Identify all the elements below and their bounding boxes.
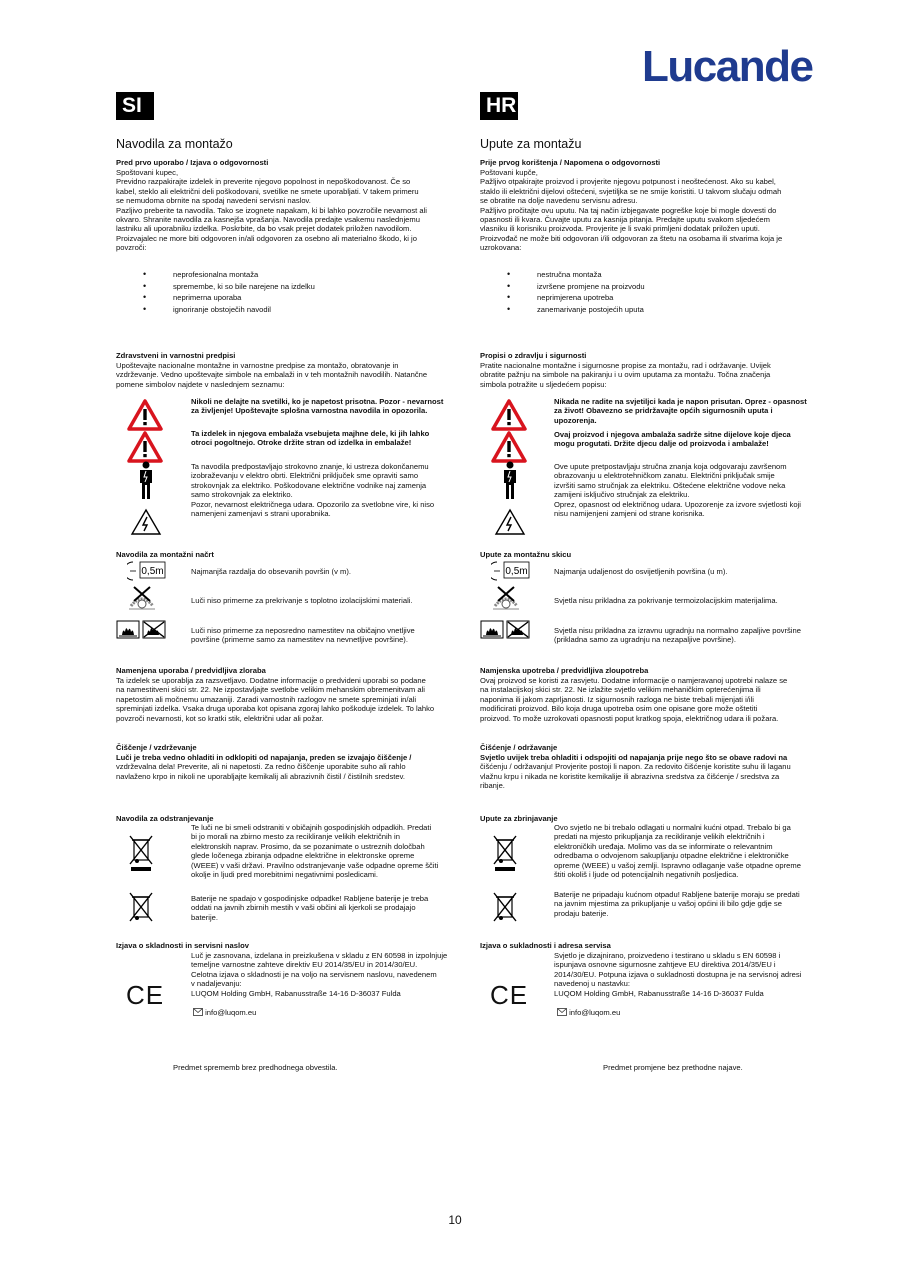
text-line: izvršiti samo stručnjak za elektriku. Oštećene električne vodove neka <box>554 480 786 490</box>
expert-text <box>191 462 476 518</box>
conformity-text <box>191 951 463 998</box>
text-line: (WEEE) v vaši državi. Pravilno odstranjevanje vaše odpadne opreme ščiti <box>191 860 439 870</box>
text-line: na javnim mjestima za prikupljanje u vašoj općini ili bilo gdje gdje se <box>554 899 782 909</box>
text-line: bi jo morali na zbirno mesto za recikliranje velikih električnih in <box>191 832 400 842</box>
bullet-list <box>480 269 820 315</box>
text-line: Ove upute pretpostavljaju stručna znanja koja odgovaraju završenom <box>554 462 787 471</box>
section-heading: Navodila za odstranjevanje <box>116 814 214 823</box>
warning-triangle-icon <box>127 431 163 463</box>
text-line: Ta navodila predpostavljajo strokovno znanje, ki ustreza dokončanemu <box>191 462 429 471</box>
text-line: Luči niso primerne za neposredno namestitev na običajno vnetljive <box>191 626 415 635</box>
text-line: se nemudoma obrnite na spodaj navedeni servisni naslov. <box>116 196 311 206</box>
text-line: Proizvajalec ne more biti odgovoren in/ali odgovoren za osebno ali materialno škodo, ki jo <box>116 233 417 243</box>
text-line: odredbama o odvojenom sakupljanju otpadne električne i elektroničke <box>554 851 789 861</box>
disposal-text <box>554 823 826 879</box>
first-use-text <box>480 168 830 253</box>
warning-text <box>554 397 834 425</box>
email-line <box>557 1008 620 1017</box>
sketch-text: Najmanjša razdalja do obsevanih površin (v m). <box>191 567 351 576</box>
section-heading: Pred prvo uporabo / Izjava o odgovornosti <box>116 158 269 167</box>
text-line: Svjetlo je dizajnirano, proizvedeno i testirano u skladu s EN 60598 i <box>554 951 781 960</box>
email-line <box>193 1008 256 1017</box>
footer-note: Predmet sprememb brez predhodnega obvestila. <box>173 1063 338 1072</box>
brand-logo: Lucande <box>642 42 813 91</box>
text-line: obratite pažnju na simbole na pakiranju i u ovim uputama za montažu. Točna značenja <box>480 370 771 380</box>
text-line: namenjeni zamenjavi s strani uporabnika. <box>191 509 331 519</box>
text-line: opasnosti ili kvara. Čuvajte uputu za kasnija pitanja. Predajte uputu svakom sljedećem <box>480 215 770 225</box>
text-line: Ovaj proizvod i njegova ambalaža sadrže sitne dijelove koje djeca <box>554 430 791 439</box>
conformity-text <box>554 951 826 998</box>
email-link[interactable]: info@luqom.eu <box>569 1008 621 1017</box>
text-line: naponima ili jakom zaprljanosti. Iz sigurnosnih razloga ne biste trebali mijenjati i/ili <box>480 694 754 704</box>
page-title: Navodila za montažo <box>116 137 233 151</box>
bullet-list <box>116 269 456 315</box>
warning-triangle-icon <box>491 431 527 463</box>
page-number: 10 <box>448 1213 462 1227</box>
distance-label: 0,5m <box>141 566 164 577</box>
text-line: vlasniku ili korisniku proizvoda. Provjerite je li svaki primljeni dodatak priložen uputi. <box>480 224 760 234</box>
text-line: Nikada ne radite na svjetiljci kada je napon prisutan. Oprez - opasnost <box>554 397 807 406</box>
text-line: Pratite nacionalne montažne i sigurnosne propise za montažu, rad i održavanje. Uvijek <box>480 361 771 370</box>
text-line: predati na mjesto prikupljanja za recikliranje velikih električnih i <box>554 832 765 842</box>
electric-shock-icon <box>130 508 162 536</box>
section-heading: Čišćenje / održavanje <box>480 743 558 752</box>
section-heading: Upute za zbrinjavanje <box>480 814 558 823</box>
text-line: uzrokovana: <box>480 243 522 253</box>
text-line: Ta izdelek se uporablja za razsvetljavo. Dodatne informacije o predvideni uporabi so podane <box>116 676 426 685</box>
sketch-text: Luči niso primerne za prekrivanje s toplotno izolacijskimi materiali. <box>191 596 413 605</box>
envelope-icon <box>193 1008 203 1016</box>
battery-text <box>191 894 463 922</box>
battery-bin-icon <box>128 891 154 923</box>
text-line: LUQOM Holding GmbH, Rabanusstraße 14-16 D-36037 Fulda <box>191 988 401 998</box>
text-line: Pažljivo otpakirajte proizvod i provjerite njegovu potpunost i neoštećenost. Ako su kabel, <box>480 177 776 187</box>
safety-text <box>480 361 830 389</box>
text-line: navedenoj u nastavku: <box>554 979 630 989</box>
sketch-text <box>554 626 829 645</box>
footer-note: Predmet promjene bez prethodne najave. <box>603 1063 743 1072</box>
safety-text <box>116 361 466 389</box>
text-line: baterije. <box>191 912 219 922</box>
text-line: Nikoli ne delajte na svetilki, ko je napetost prisotna. Pozor - nevarnost <box>191 397 444 406</box>
text-line: v nadaljevanju: <box>191 979 242 989</box>
text-line: strokovnjak za elektriko. Poškodovane električne vodnike naj zamenja <box>191 480 427 490</box>
small-parts-warning-text <box>554 430 834 449</box>
electric-shock-icon <box>494 508 526 536</box>
list-item: • nestručna montaža <box>480 269 820 281</box>
text-line: (prikladna samo za ugradnju na nezapaljive površine). <box>554 635 736 645</box>
text-line: upozorenja. <box>554 415 597 425</box>
cleaning-text <box>116 753 468 781</box>
text-line: povzroči nevarnosti, kot so kratki stik, električni udar ali požar. <box>116 713 324 723</box>
text-line: modificirati proizvod. Bilo koja druga upotreba osim one opisane gore može oštetiti <box>480 704 758 714</box>
text-line: Ovo svjetlo ne bi trebalo odlagati u normalni kućni otpad. Trebalo bi ga <box>554 823 791 832</box>
use-text <box>116 676 468 723</box>
text-line: štiti okoliš i ljude od potencijalnih negativnih posljedica. <box>554 870 739 880</box>
text-line: za življenje! Upoštevajte splošna varnostna navodila in opozorila. <box>191 406 428 416</box>
text-line: Upoštevajte nacionalne montažne in varnostne predpise za montažo, obratovanje in <box>116 361 399 370</box>
list-item: • neprimjerena upotreba <box>480 292 820 304</box>
list-item: • zanemarivanje postojećih uputa <box>480 304 820 316</box>
minimum-distance-icon <box>127 559 167 583</box>
text-line: okvaro. Shranite navodila za kasnejša vprašanja. Navodila predajte vsakemu naslednjemu <box>116 215 420 225</box>
no-insulation-cover-icon <box>127 584 157 612</box>
text-line: navlaženo krpo in nikoli ne uporabljajte kemikalij ali abrazivnih čistil / čistilnih sredstev. <box>116 771 405 781</box>
text-line: okolje in ljudi pred morebitnimi negativnimi posledicami. <box>191 870 378 880</box>
ce-mark: CE <box>490 980 529 1010</box>
text-line: nisu namijenjeni zamjeni od strane korisnika. <box>554 509 705 519</box>
text-line: 2014/30/EU. Potpuna izjava o sukladnosti dostupna je na servisnoj adresi <box>554 969 802 979</box>
sketch-text: Svjetla nisu prikladna za pokrivanje termoizolacijskim materijalima. <box>554 596 778 605</box>
text-line: Ovaj proizvod se koristi za rasvjetu. Dodatne informacije o namjeravanoj upotrebi nalaze se <box>480 676 788 685</box>
first-use-text <box>116 168 466 253</box>
text-line: Svjetla nisu prikladna za izravnu ugradnju na normalno zapaljive površine <box>554 626 801 635</box>
list-item: • spremembe, ki so bile narejene na izdelku <box>116 281 456 293</box>
text-line: Baterije ne pripadaju kućnom otpadu! Rabljene baterije moraju se predati <box>554 890 800 899</box>
text-line: zamijeni isključivo stručnjak za elektriku. <box>554 490 690 500</box>
text-line: Luč je zasnovana, izdelana in preizkušena v skladu z EN 60598 in izpolnjuje <box>191 951 448 960</box>
section-heading: Izjava o sukladnosti i adresa servisa <box>480 941 611 950</box>
text-line: Pazljivo preberite ta navodila. Tako se izognete napakam, ki bi lahko povzročile nevarnost ali <box>116 205 427 215</box>
text-line: opreme (WEEE) u vašoj zemlji. Ispravno odlaganje vaše otpadne opreme <box>554 860 801 870</box>
text-line: spreminjati izdelka. Vsaka druga uporaba kot opisana zgoraj lahko poškoduje izdelek. To lahko <box>116 704 435 714</box>
weee-bin-icon <box>128 834 154 872</box>
text-line: izobraževanju v elektro obrti. Električni priključek sme opraviti samo <box>191 471 419 481</box>
text-line: čišćenju / održavanju! Provjerite postoji li napon. Za redovito čišćenje koristite suhu ili laganu <box>480 762 791 772</box>
text-line: proizvod. To može uzrokovati opasnosti poput kratkog spoja, električnog udara ili požara. <box>480 713 779 723</box>
warning-triangle-icon <box>491 399 527 431</box>
warning-text <box>191 397 471 416</box>
text-line: obrazovanju u elektrotehničkom zanatu. Električni priključak smije <box>554 471 775 481</box>
text-line: Pozor, nevarnost električnega udara. Opozorilo za svetlobne vire, ki niso <box>191 499 435 509</box>
text-line: Luči je treba vedno ohladiti in odklopiti od napajanja, preden se izvajajo čiščenje / <box>116 753 412 762</box>
text-line: napetostim ali močnemu umazaniji. Zaradi varnostnih razlogov ne smete spreminjati in/ali <box>116 694 417 704</box>
text-line: Spoštovani kupec, <box>116 168 179 177</box>
minimum-distance-icon <box>491 559 531 583</box>
electrician-icon <box>502 461 518 501</box>
section-heading: Navodila za montažni načrt <box>116 550 214 559</box>
text-line: mogu progutati. Držite djecu dalje od proizvoda i ambalaže! <box>554 439 769 449</box>
electrician-icon <box>138 461 154 501</box>
ce-mark: CE <box>126 980 165 1010</box>
use-text <box>480 676 832 723</box>
section-heading: Prije prvog korištenja / Napomena o odgovornosti <box>480 158 661 167</box>
list-item: • ignoriranje obstoječih navodil <box>116 304 456 316</box>
battery-text <box>554 890 826 918</box>
text-line: Svjetlo uvijek treba ohladiti i odspojiti od napajanja prije nego što se obave radovi na <box>480 753 788 762</box>
text-line: prodaju baterije. <box>554 908 609 918</box>
flammable-surface-icon <box>116 620 166 640</box>
section-heading: Izjava o skladnosti in servisni naslov <box>116 941 249 950</box>
language-tag: HR <box>480 92 518 120</box>
text-line: vlažnu krpu i nikada ne koristite kemikalije ili abrazivna sredstva za čišćenje / sredstva za <box>480 771 780 781</box>
flammable-surface-icon <box>480 620 530 640</box>
text-line: Previdno razpakirajte izdelek in preverite njegovo popolnost in nepoškodovanost. Če so <box>116 177 411 187</box>
text-line: ispunjava osnovne sigurnosne zahtjeve EU direktiva 2014/35/EU i <box>554 960 776 970</box>
text-line: na instalacijskoj skici str. 22. Ne izlažite svjetlo velikim mehaničkim opterećenjima ili <box>480 685 761 695</box>
envelope-icon <box>557 1008 567 1016</box>
warning-triangle-icon <box>127 399 163 431</box>
text-line: Pažljivo pročitajte ovu uputu. Na taj način izbjegavate pogreške koje bi mogle dovesti do <box>480 205 777 215</box>
section-heading: Čiščenje / vzdrževanje <box>116 743 197 752</box>
cleaning-text <box>480 753 832 791</box>
text-line: za život! Obavezno se pridržavajte općih sigurnosnih uputa i <box>554 406 773 416</box>
section-heading: Upute za montažnu skicu <box>480 550 572 559</box>
battery-bin-icon <box>492 891 518 923</box>
section-heading: Zdravstveni in varnostni predpisi <box>116 351 236 360</box>
text-line: Celotna izjava o skladnosti je na voljo na servisnem naslovu, navedenem <box>191 969 437 979</box>
text-line: staklo ili električni dijelovi oštećeni, svjetiljka se ne smije koristiti. U takvom slučaju odmah <box>480 186 782 196</box>
language-tag: SI <box>116 92 154 120</box>
text-line: simbola potražite u sljedećem popisu: <box>480 379 607 389</box>
text-line: se obratite na dolje navedenu servisnu adresu. <box>480 196 638 206</box>
text-line: vzdrževanje. Vedno upoštevajte simbole na embalaži in v teh montažnih navodilih. Natančne <box>116 370 428 380</box>
text-line: kabel, steklo ali električni deli poškodovani, svetilke ne smete uporabljati. V takem primeru <box>116 186 419 196</box>
disposal-text <box>191 823 463 879</box>
section-heading: Propisi o zdravlju i sigurnosti <box>480 351 587 360</box>
text-line: pomene simbolov najdete v naslednjem seznamu: <box>116 379 285 389</box>
distance-label: 0,5m <box>505 566 528 577</box>
text-line: oddati na javnih zbirnih mestih v vaši občini ali kjerkoli se prodajajo <box>191 903 416 913</box>
small-parts-warning-text <box>191 429 471 448</box>
text-line: vzdrževalna dela! Preverite, ali ni napetosti. Za redno čiščenje uporabite suho ali rahlo <box>116 762 406 772</box>
list-item: • neprofesionalna montaža <box>116 269 456 281</box>
sketch-text <box>191 626 463 645</box>
text-line: samo strokovnjak za elektriko. <box>191 490 293 500</box>
section-heading: Namjenska upotreba / predvidljiva zloupotreba <box>480 666 649 675</box>
expert-text <box>554 462 839 518</box>
no-insulation-cover-icon <box>491 584 521 612</box>
list-item: • neprimerna uporaba <box>116 292 456 304</box>
text-line: Te luči ne bi smeli odstraniti v običajnih gospodinjskih odpadkih. Predati <box>191 823 432 832</box>
text-line: ribanje. <box>480 781 505 791</box>
text-line: otroci pogoltnejo. Otroke držite stran od izdelka in embalaže! <box>191 438 412 448</box>
text-line: Poštovani kupče, <box>480 168 538 177</box>
section-heading: Namenjena uporaba / predvidljiva zloraba <box>116 666 266 675</box>
text-line: temeljne varnostne zahteve direktiv EU 2014/35/EU in 2014/30/EU. <box>191 960 418 970</box>
text-line: povzroči: <box>116 243 147 253</box>
list-item: • izvršene promjene na proizvodu <box>480 281 820 293</box>
email-link[interactable]: info@luqom.eu <box>205 1008 257 1017</box>
text-line: lastniku ali uporabniku izdelka. Poskrbite, da bo vsak prejet dodatek priložen navodilom. <box>116 224 412 234</box>
sketch-text: Najmanja udaljenost do osvijetljenih površina (u m). <box>554 567 728 576</box>
text-line: Proizvođač ne može biti odgovoran i/ili odgovoran za štetu na osobama ili stvarima koja je <box>480 233 783 243</box>
text-line: Ta izdelek in njegova embalaža vsebujeta majhne dele, ki jih lahko <box>191 429 430 438</box>
weee-bin-icon <box>492 834 518 872</box>
text-line: Baterije ne spadajo v gospodinjske odpadke! Rabljene baterije je treba <box>191 894 429 903</box>
page-title: Upute za montažu <box>480 137 582 151</box>
text-line: površine (primerne samo za namestitev na nevnetljive površine). <box>191 635 408 645</box>
text-line: na namestitveni skici str. 22. Ne izpostavljajte svetlobe velikim mehanskim obremenitvam ali <box>116 685 425 695</box>
text-line: glede ločenega zbiranja odpadne električne in elektronske opreme <box>191 851 415 861</box>
text-line: elektronskih naprav. Prosimo, da se pozanimate o ustreznih določbah <box>191 841 425 851</box>
text-line: LUQOM Holding GmbH, Rabanusstraße 14-16 D-36037 Fulda <box>554 988 764 998</box>
text-line: Oprez, opasnost od električnog udara. Upozorenje za izvore svjetlosti koji <box>554 499 801 509</box>
text-line: elektroničkih uređaja. Molimo vas da se informirate o relevantnim <box>554 841 773 851</box>
